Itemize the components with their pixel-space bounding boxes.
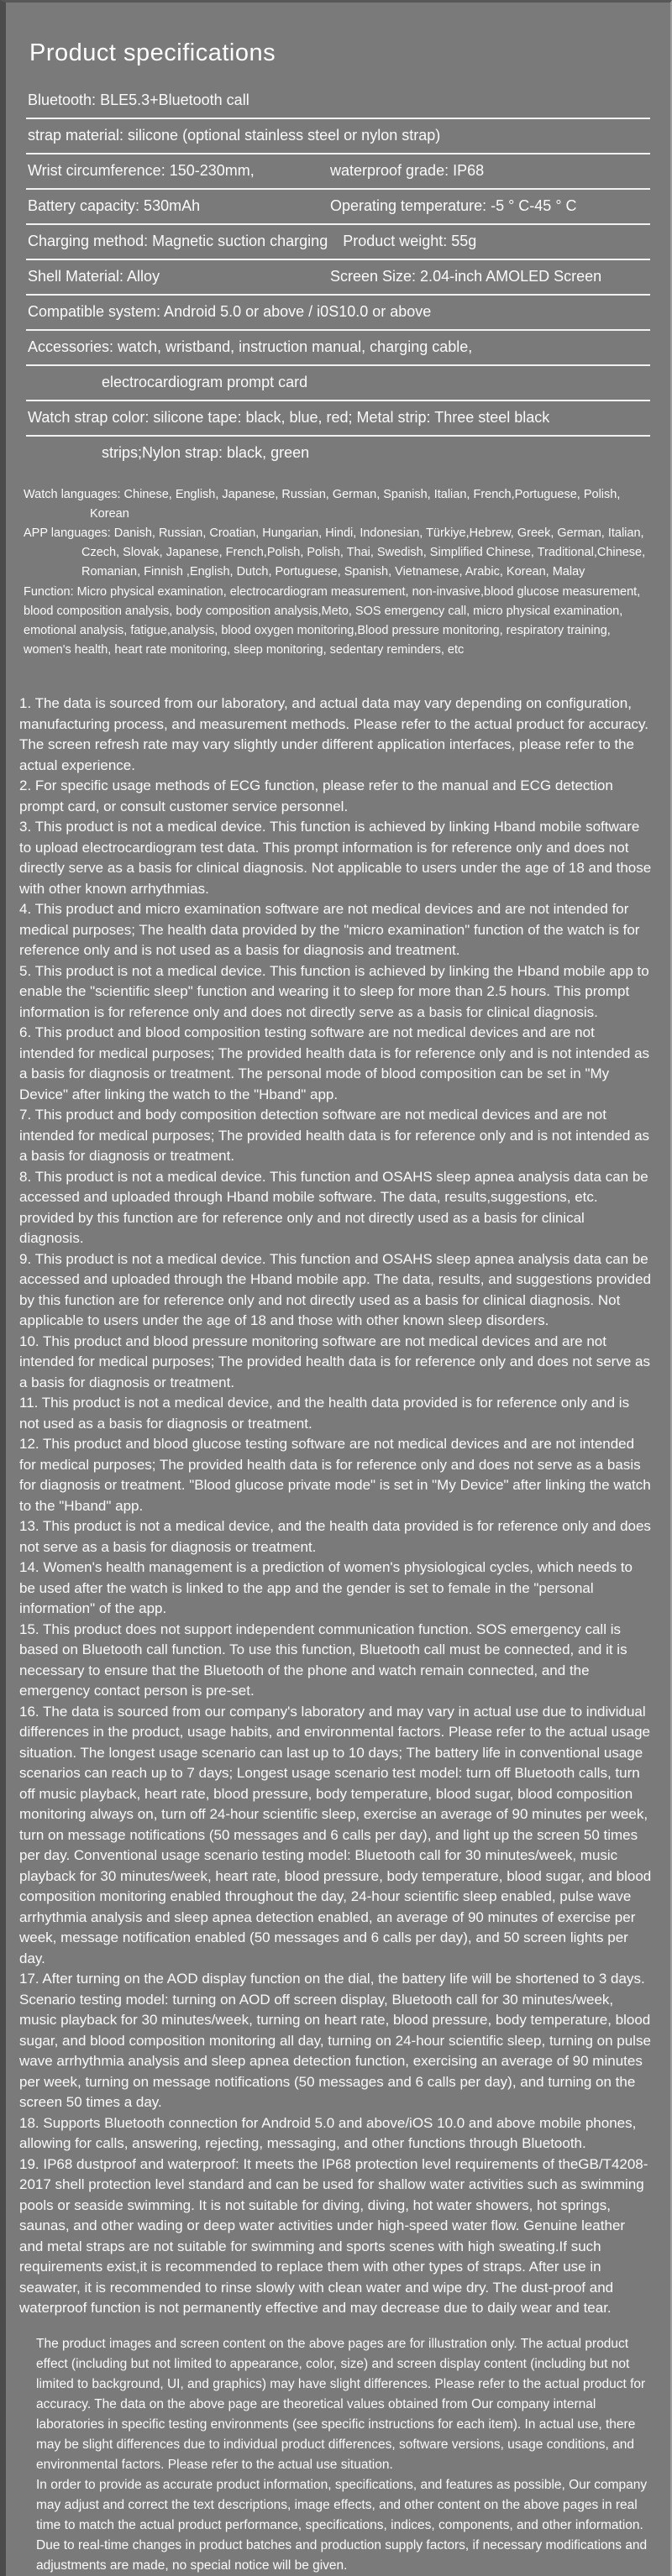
spec-row [26, 154, 650, 190]
spec-text-left: Charging method: Magnetic suction charging [28, 233, 328, 249]
spec-row [26, 260, 650, 296]
note-item-7: 7. This product and body composition detection software are not medical devices and are not intended for medical purposes; The provided health data is for reference only and is not intended as a basis for diagnosis or treatment. [19, 1107, 650, 1164]
note-item-3: 3. This product is not a medical device. This function is achieved by linking Hband mobile software to upload electrocardiogram test data. This prompt information is for reference only and does not directly serve as a basis for clinical diagnosis. Not applicable to users under the age of 18 and those with other known arrhythmias. [19, 819, 652, 897]
note-item-9: 9. This product is not a medical device. This function and OSAHS sleep apnea analysis data can be accessed and uploaded through the Hband mobile app. The data, results, and suggestions provided by this function are for reference only and not directly used as a basis for clinical diagnosis. Not applicable to users under the age of 18 and those with other known sleep disorders. [19, 1250, 651, 1328]
spec-text-right: Product weight: 55g [343, 233, 477, 249]
spec-text-left: Shell Material: Alloy [28, 268, 160, 285]
note-item-11: 11. This product is not a medical device, and the health data provided is for reference only and is not used as a basis for diagnosis or treatment. [19, 1395, 630, 1432]
spec-text-left: Battery capacity: 530mAh [28, 197, 201, 214]
spec-row [26, 84, 650, 119]
spec-row [26, 225, 650, 260]
spec-text: strips;Nylon strap: black, green [102, 444, 310, 461]
spec-table [26, 84, 650, 470]
function-list-text: Function: Micro physical examination, electrocardiogram measurement, non-invasive,blood glucose measurement, blood composition analysis, body composition analysis,Meto, SOS emergency call, micro physical examination, emotional analysis, fatigue,analysis, blood oxygen monitoring,Blood pressure monitoring, respiratory training, women's health, heart rate monitoring, sleep monitoring, sedentary reminders, etc [24, 585, 641, 657]
disclaimer-notes [19, 694, 652, 2319]
footer-paragraph-2: In order to provide as accurate product information, specifications, and features as possible, Our company may adjust and correct the text descriptions, image effects, and other content on the above pages in real time to match the actual product performance, specifications, indices, components, and other information. Due to real-time changes in product batches and production supply factors, if necessary modifications and adjustments are made, no special notice will be given. [36, 2477, 648, 2573]
note-item-4: 4. This product and micro examination software are not medical devices and are not intended for medical purposes; The health data provided by the "micro examination" function of the watch is for reference only and is not used as a basis for diagnosis and treatment. [19, 901, 640, 958]
note-item-15: 15. This product does not support independent communication function. SOS emergency call is based on Bluetooth call function. To use this function, Bluetooth call must be connected, and it is necessary to ensure that the Bluetooth of the phone and watch remain connected, and the emergency contact person is pre-set. [19, 1620, 627, 1699]
spec-row [26, 401, 650, 437]
spec-row [26, 190, 650, 225]
note-item-19: 19. IP68 dustproof and waterproof: It meets the IP68 protection level requirements of theGB/T4208-2017 shell protection level standard and can be used for shallow water activities such as swimming pools or seaside swimming. It is not suitable for diving, diving, hot water showers, hot springs, saunas, and other wading or deep water activities under high-speed water flow. Genuine leather and metal straps are not suitable for swimming and sports scenes with high sweating.If such requirements exist,it is recommended to replace them with other types of straps. After use in seawater, it is recommended to rinse slowly with clean water and wipe dry. The dust-proof and waterproof function is not permanently effective and may decrease due to daily wear and tear. [19, 2155, 648, 2316]
note-item-1: 1. The data is sourced from our laboratory, and actual data may vary depending on configuration, manufacturing process, and measurement methods. Please refer to the actual product for accuracy. The screen refresh rate may vary slightly under different application interfaces, please refer to the actual experience. [19, 695, 649, 773]
note-item-12: 12. This product and blood glucose testing software are not medical devices and are not intended for medical purposes; The provided health data is for reference only and does not serve as a basis for diagnosis or treatment. "Blood glucose private mode" is set in "My Device" after linking the watch to the "Hband" app. [19, 1436, 651, 1514]
spec-text: Bluetooth: BLE5.3+Bluetooth call [28, 92, 249, 108]
note-item-2: 2. For specific usage methods of ECG function, please refer to the manual and ECG detection prompt card, or consult customer service personnel. [19, 778, 613, 814]
spec-text-right: Screen Size: 2.04-inch AMOLED Screen [330, 268, 602, 285]
spec-row [26, 119, 650, 154]
watch-languages-text: Watch languages: Chinese, English, Japanese, Russian, German, Spanish, Italian, French,Portuguese, Polish, Korean [24, 488, 621, 521]
app-languages-text: APP languages: Danish, Russian, Croatian, Hungarian, Hindi, Indonesian, Türkiye,Hebrew, Greek, German, Italian, Czech, Slovak, Japanese, French,Polish, Polish, Thai, Swedish, Simplified Chinese, Traditional,Chinese, Romanian, Finnish ,English, Dutch, Portuguese, Spanish, Vietnamese, Arabic, Korean, Malay [24, 526, 646, 579]
note-item-5: 5. This product is not a medical device. This function is achieved by linking the Hband mobile app to enable the "scientific sleep" function and wearing it to sleep for more than 2.5 hours. This prompt information is for reference only and does not directly serve as a basis for clinical diagnosis. [19, 962, 649, 1020]
note-item-18: 18. Supports Bluetooth connection for Android 5.0 and above/iOS 10.0 and above mobile phones, allowing for calls, answering, rejecting, messaging, and other functions through Bluetooth. [19, 2114, 637, 2151]
page-title: Product specifications [29, 39, 276, 66]
note-item-16: 16. The data is sourced from our company's laboratory and may vary in actual use due to individual differences in the product, usage habits, and environmental factors. Please refer to the actual usage situation. The longest usage scenario can last up to 10 days; The battery life in conventional usage scenarios can reach up to 7 days; Longest usage scenario test model: turn off Bluetooth calls, turn off music playback, heart rate, blood pressure, body temperature, blood sugar, blood composition monitoring always on, turn off 24-hour scientific sleep, exercise an average of 90 minutes per week, turn on message notifications (50 messages and 6 calls per day), and light up the screen 50 times per day. Conventional usage scenario testing model: Bluetooth call for 30 minutes/week, music playback for 30 minutes/week, heart rate, blood pressure, body temperature, blood sugar, and blood composition monitoring enabled throughout the day, 24-hour scientific sleep enabled, pulse wave arrhythmia analysis and sleep apnea detection enabled, an average of 90 minutes of exercise per week, message notification enabled (50 messages and 6 calls per day), and 50 screen lights per day. [19, 1703, 652, 1966]
note-item-6: 6. This product and blood composition testing software are not medical devices and are not intended for medical purposes; The provided health data is for reference only and is not intended as a basis for diagnosis or treatment. The personal mode of blood composition can be set in "My Device" after linking the watch to the "Hband" app. [19, 1024, 650, 1102]
spec-text: Watch strap color: silicone tape: black, blue, red; Metal strip: Three steel black [28, 409, 550, 426]
languages-block [24, 485, 652, 660]
spec-text: electrocardiogram prompt card [102, 374, 308, 390]
note-item-17: 17. After turning on the AOD display function on the dial, the battery life will be shortened to 3 days. Scenario testing model: turning on AOD off screen display, Bluetooth call for 30 minutes/week, music playback for 30 minutes/week, turning on heart rate, blood pressure, body temperature, blood sugar, and blood composition monitoring all day, turning on 24-hour scientific sleep, turning on pulse wave arrhythmia analysis and sleep apnea detection function, exercising an average of 90 minutes per week, turning on message notifications (50 messages and 6 calls per day), and turning on the screen 50 times a day. [19, 1971, 651, 2110]
note-item-14: 14. Women's health management is a prediction of women's physiological cycles, which needs to be used after the watch is linked to the app and the gender is set to female in the "personal information" of the app. [19, 1559, 633, 1616]
spec-row [26, 366, 650, 401]
footer-paragraph-1: The product images and screen content on the above pages are for illustration only. The actual product effect (including but not limited to appearance, color, size) and screen display content (including but not limited to background, UI, and graphics) may have slight differences. Please refer to the actual product for accuracy. The data on the above page are theoretical values obtained from Our company internal laboratories in specific testing environments (see specific instructions for each item). In actual use, there may be slight differences due to individual product differences, software versions, usage conditions, and environmental factors. Please refer to the actual use situation. [36, 2336, 646, 2472]
spec-row [26, 437, 650, 470]
spec-text-left: Wrist circumference: 150-230mm, [28, 162, 255, 179]
spec-text: Accessories: watch, wristband, instruction manual, charging cable, [28, 338, 473, 355]
spec-text: Compatible system: Android 5.0 or above / i0S10.0 or above [28, 303, 432, 320]
footer-disclaimer [36, 2334, 655, 2576]
note-item-10: 10. This product and blood pressure monitoring software are not medical devices and are not intended for medical purposes; The provided health data is for reference only and does not serve as a basis for diagnosis or treatment. [19, 1333, 650, 1390]
note-item-13: 13. This product is not a medical device, and the health data provided is for reference only and does not serve as a basis for diagnosis or treatment. [19, 1518, 651, 1555]
spec-row [26, 331, 650, 366]
spec-row [26, 296, 650, 331]
spec-text-right: waterproof grade: IP68 [330, 162, 485, 179]
note-item-8: 8. This product is not a medical device. This function and OSAHS sleep apnea analysis data can be accessed and uploaded through Hband mobile software. The data, results,suggestions, etc. provided by this function are for reference only and not directly used as a basis for clinical diagnosis. [19, 1168, 648, 1246]
spec-text: strap material: silicone (optional stainless steel or nylon strap) [28, 127, 441, 144]
spec-text-right: Operating temperature: -5 ° C-45 ° C [330, 197, 577, 214]
